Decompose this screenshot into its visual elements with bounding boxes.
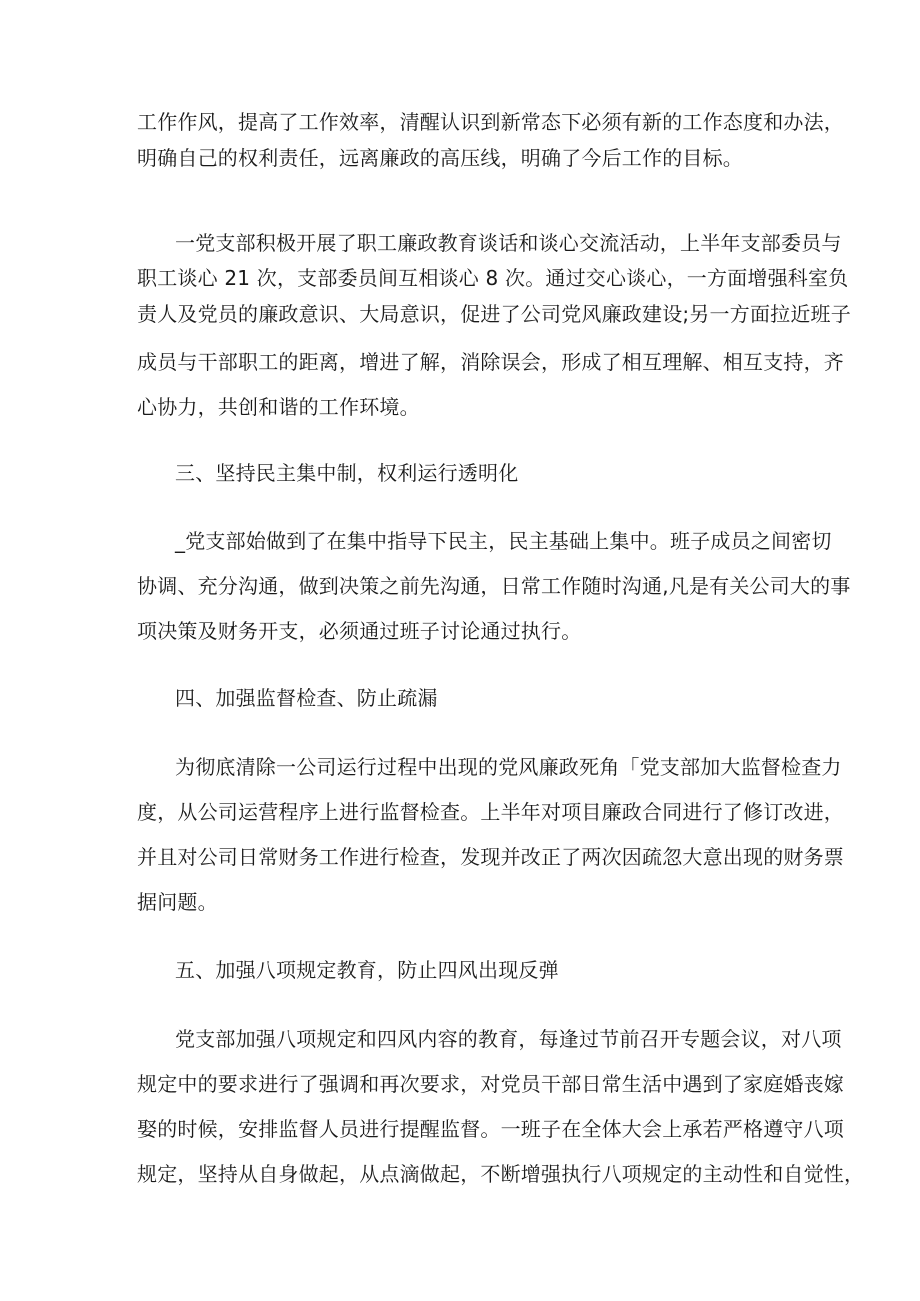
text-line: 为彻底清除一公司运行过程中出现的党风廉政死角「党支部加大监督检查力: [175, 755, 842, 779]
text-line: 娶的时候，安排监督人员进行提醒监督。一班子在全体大会上承若严格遵守八项: [137, 1117, 844, 1141]
section-heading: 三、坚持民主集中制，权利运行透明化: [175, 461, 519, 485]
text-line: 明确自己的权利责任，远离廉政的高压线，明确了今后工作的目标。: [137, 146, 743, 170]
text-line: 协调、充分沟通，做到决策之前先沟通，日常工作随时沟通,凡是有关公司大的事: [137, 574, 851, 598]
text-line: 据问题。: [137, 890, 218, 914]
text-line: 责人及党员的廉政意识、大局意识，促进了公司党风廉政建设;另一方面拉近班子: [137, 302, 851, 326]
text-line: 职工谈心 21 次，支部委员间互相谈心 8 次。通过交心谈心，一方面增强科室负: [137, 266, 849, 290]
text-line: 工作作风，提高了工作效率，清醒认识到新常态下必须有新的工作态度和办法，: [137, 110, 844, 134]
text-line: 一党支部积极开展了职工廉政教育谈话和谈心交流活动，上半年支部委员与: [175, 231, 842, 255]
section-heading: 四、加强监督检查、防止疏漏: [175, 686, 438, 710]
text-line: 规定，坚持从自身做起，从点滴做起，不断增强执行八项规定的主动性和自觉性，: [137, 1162, 865, 1186]
text-line: 心协力，共创和谐的工作环境。: [137, 395, 420, 419]
text-line: 并且对公司日常财务工作进行检查，发现并改正了两次因疏忽大意出现的财务票: [137, 845, 844, 869]
section-heading: 五、加强八项规定教育，防止四风出现反弹: [175, 958, 559, 982]
text-line: _党支部始做到了在集中指导下民主，民主基础上集中。班子成员之间密切: [175, 529, 832, 553]
text-line: 度，从公司运营程序上进行监督检查。上半年对项目廉政合同进行了修订改进，: [137, 800, 844, 824]
text-line: 规定中的要求进行了强调和再次要求，对党员干部日常生活中遇到了家庭婚丧嫁: [137, 1072, 844, 1096]
text-line: 党支部加强八项规定和四风内容的教育，每逢过节前召开专题会议，对八项: [175, 1027, 842, 1051]
text-line: 项决策及财务开支，必须通过班子讨论通过执行。: [137, 619, 582, 643]
text-line: 成员与干部职工的距离，增进了解，消除误会，形成了相互理解、相互支持，齐: [137, 350, 844, 374]
